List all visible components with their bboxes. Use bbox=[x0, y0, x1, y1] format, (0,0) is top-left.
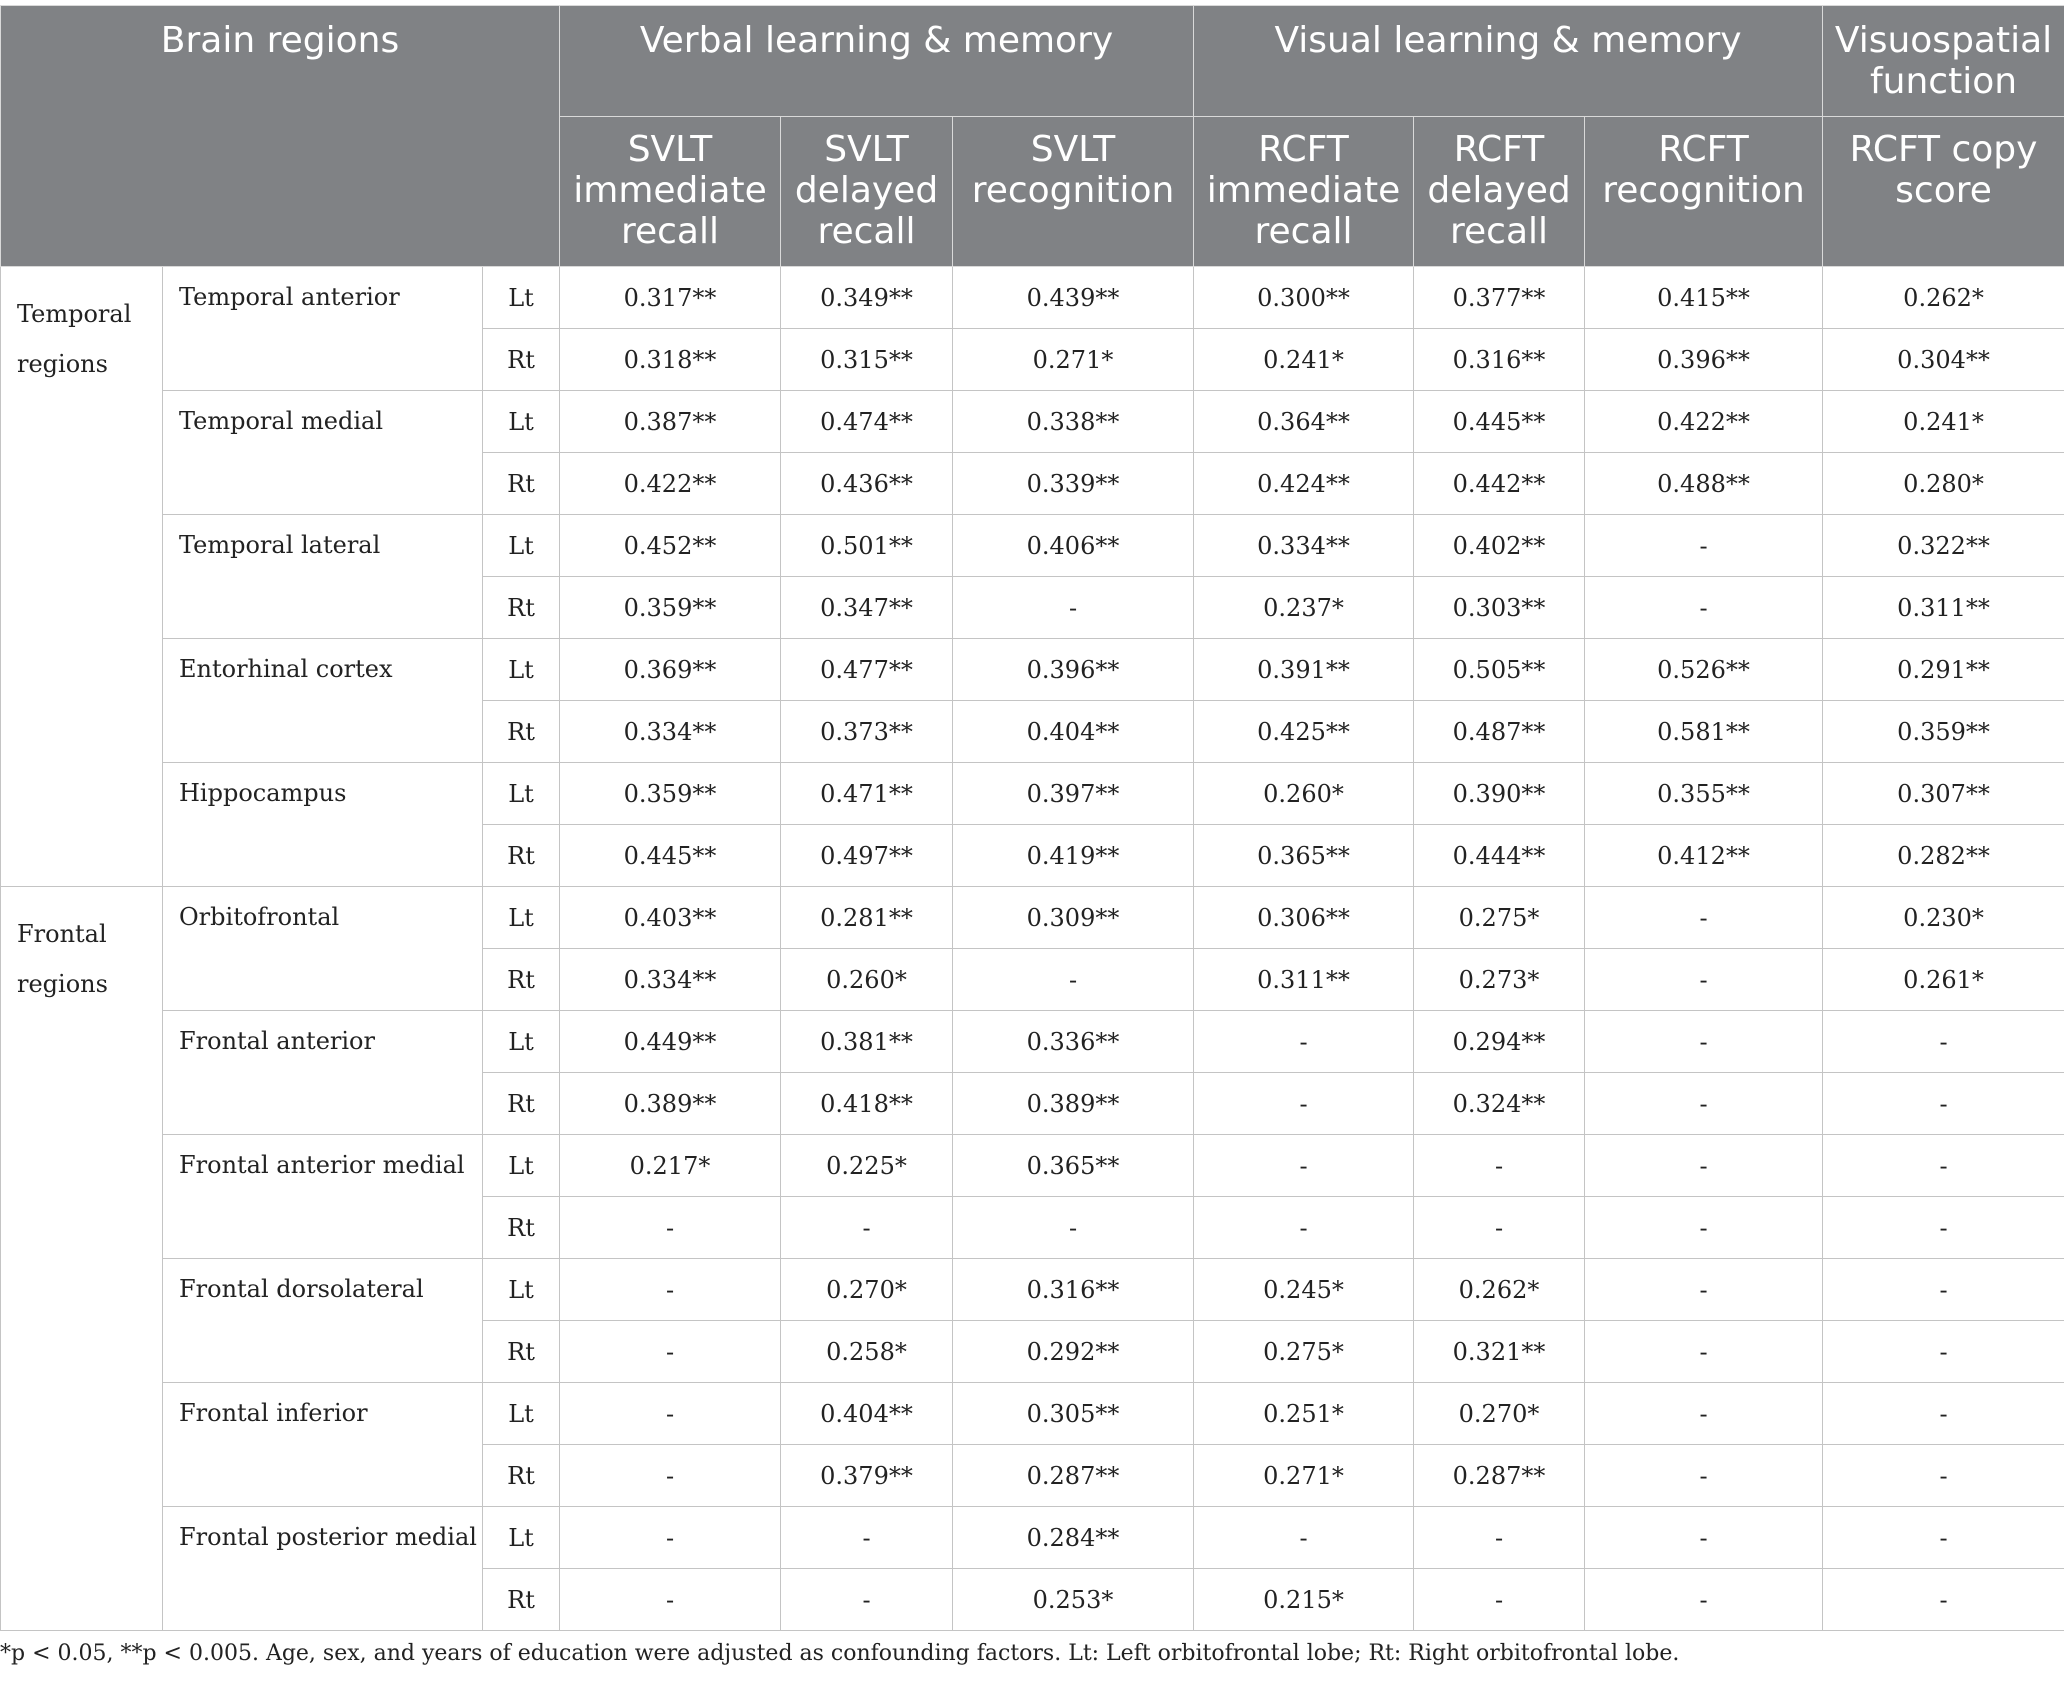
correlation-cell: - bbox=[1823, 1011, 2064, 1073]
side-label: Lt bbox=[483, 391, 560, 453]
correlation-cell: - bbox=[1585, 1135, 1823, 1197]
correlation-cell: 0.404** bbox=[781, 1383, 953, 1445]
correlation-cell: 0.389** bbox=[560, 1073, 781, 1135]
correlation-cell: 0.369** bbox=[560, 639, 781, 701]
correlation-cell: 0.305** bbox=[953, 1383, 1194, 1445]
header-svlt-recognition: SVLT recognition bbox=[953, 117, 1194, 267]
correlation-cell: 0.324** bbox=[1414, 1073, 1585, 1135]
region-label: Orbitofrontal bbox=[163, 887, 483, 1011]
table-row bbox=[1, 1011, 2064, 1073]
correlation-cell: - bbox=[1585, 949, 1823, 1011]
table-row bbox=[1, 391, 2064, 453]
correlation-cell: 0.415** bbox=[1585, 267, 1823, 329]
correlation-cell: 0.251* bbox=[1194, 1383, 1414, 1445]
side-label: Rt bbox=[483, 329, 560, 391]
region-label: Temporal medial bbox=[163, 391, 483, 515]
correlation-cell: - bbox=[1585, 1569, 1823, 1631]
correlation-cell: 0.321** bbox=[1414, 1321, 1585, 1383]
side-label: Lt bbox=[483, 267, 560, 329]
correlation-cell: 0.474** bbox=[781, 391, 953, 453]
correlation-cell: 0.402** bbox=[1414, 515, 1585, 577]
correlation-cell: - bbox=[1194, 1073, 1414, 1135]
correlation-cell: - bbox=[560, 1569, 781, 1631]
side-label: Lt bbox=[483, 1507, 560, 1569]
correlation-cell: 0.334** bbox=[560, 949, 781, 1011]
correlation-cell: - bbox=[1823, 1507, 2064, 1569]
region-label: Frontal posterior medial bbox=[163, 1507, 483, 1631]
side-label: Lt bbox=[483, 1259, 560, 1321]
correlation-cell: 0.526** bbox=[1585, 639, 1823, 701]
correlation-cell: - bbox=[781, 1197, 953, 1259]
region-label: Frontal dorsolateral bbox=[163, 1259, 483, 1383]
side-label: Lt bbox=[483, 1011, 560, 1073]
header-rcft-delayed: RCFT delayed recall bbox=[1414, 117, 1585, 267]
correlation-cell: 0.284** bbox=[953, 1507, 1194, 1569]
correlation-cell: 0.262* bbox=[1823, 267, 2064, 329]
correlation-cell: 0.271* bbox=[1194, 1445, 1414, 1507]
correlation-cell: 0.245* bbox=[1194, 1259, 1414, 1321]
table-row bbox=[1, 515, 2064, 577]
correlation-cell: - bbox=[1585, 887, 1823, 949]
table-footnote: *p < 0.05, **p < 0.005. Age, sex, and years of education were adjusted as confounding factors. Lt: Left orbitofrontal lobe; Rt: Right orbitofrontal lobe. bbox=[0, 1641, 1680, 1666]
correlation-cell: 0.359** bbox=[560, 577, 781, 639]
correlation-cell: - bbox=[1823, 1321, 2064, 1383]
correlation-cell: 0.262* bbox=[1414, 1259, 1585, 1321]
correlation-cell: - bbox=[953, 949, 1194, 1011]
correlation-cell: 0.287** bbox=[953, 1445, 1194, 1507]
correlation-cell: - bbox=[1585, 577, 1823, 639]
correlation-cell: 0.445** bbox=[560, 825, 781, 887]
correlation-cell: 0.403** bbox=[560, 887, 781, 949]
table-row bbox=[1, 267, 2064, 329]
correlation-cell: 0.373** bbox=[781, 701, 953, 763]
correlation-cell: 0.307** bbox=[1823, 763, 2064, 825]
correlation-cell: 0.294** bbox=[1414, 1011, 1585, 1073]
correlation-cell: 0.311** bbox=[1823, 577, 2064, 639]
correlation-cell: 0.336** bbox=[953, 1011, 1194, 1073]
correlation-cell: 0.241* bbox=[1194, 329, 1414, 391]
correlation-cell: - bbox=[781, 1569, 953, 1631]
correlation-cell: 0.241* bbox=[1823, 391, 2064, 453]
correlation-cell: 0.237* bbox=[1194, 577, 1414, 639]
correlation-cell: 0.270* bbox=[1414, 1383, 1585, 1445]
correlation-cell: 0.316** bbox=[953, 1259, 1194, 1321]
correlation-cell: 0.359** bbox=[560, 763, 781, 825]
correlation-cell: 0.387** bbox=[560, 391, 781, 453]
correlation-cell: 0.452** bbox=[560, 515, 781, 577]
correlation-cell: 0.261* bbox=[1823, 949, 2064, 1011]
correlation-cell: 0.215* bbox=[1194, 1569, 1414, 1631]
side-label: Rt bbox=[483, 949, 560, 1011]
correlation-cell: - bbox=[1823, 1073, 2064, 1135]
correlation-cell: 0.365** bbox=[1194, 825, 1414, 887]
correlation-cell: - bbox=[1414, 1569, 1585, 1631]
correlation-cell: - bbox=[1194, 1197, 1414, 1259]
side-label: Lt bbox=[483, 515, 560, 577]
correlation-cell: - bbox=[1414, 1507, 1585, 1569]
header-group-verbal: Verbal learning & memory bbox=[560, 6, 1194, 117]
correlation-cell: - bbox=[560, 1383, 781, 1445]
correlation-cell: 0.377** bbox=[1414, 267, 1585, 329]
region-label: Frontal anterior medial bbox=[163, 1135, 483, 1259]
correlation-cell: 0.280* bbox=[1823, 453, 2064, 515]
correlation-cell: 0.273* bbox=[1414, 949, 1585, 1011]
correlation-cell: - bbox=[560, 1197, 781, 1259]
correlation-cell: 0.253* bbox=[953, 1569, 1194, 1631]
correlation-cell: 0.425** bbox=[1194, 701, 1414, 763]
correlation-cell: 0.389** bbox=[953, 1073, 1194, 1135]
correlation-cell: 0.318** bbox=[560, 329, 781, 391]
side-label: Lt bbox=[483, 1383, 560, 1445]
correlation-cell: 0.396** bbox=[953, 639, 1194, 701]
side-label: Lt bbox=[483, 639, 560, 701]
correlation-cell: 0.391** bbox=[1194, 639, 1414, 701]
correlation-cell: 0.422** bbox=[560, 453, 781, 515]
correlation-cell: 0.275* bbox=[1414, 887, 1585, 949]
table-row bbox=[1, 639, 2064, 701]
header-svlt-immediate: SVLT immediate recall bbox=[560, 117, 781, 267]
header-brain-regions: Brain regions bbox=[1, 6, 560, 267]
correlation-cell: - bbox=[1823, 1445, 2064, 1507]
correlation-cell: 0.404** bbox=[953, 701, 1194, 763]
correlation-cell: 0.436** bbox=[781, 453, 953, 515]
correlation-cell: 0.477** bbox=[781, 639, 953, 701]
correlation-cell: - bbox=[1585, 1445, 1823, 1507]
side-label: Rt bbox=[483, 1073, 560, 1135]
correlation-cell: - bbox=[1823, 1197, 2064, 1259]
correlation-cell: - bbox=[1585, 1507, 1823, 1569]
group-label: Frontal regions bbox=[1, 887, 163, 1631]
correlation-cell: 0.439** bbox=[953, 267, 1194, 329]
correlation-cell: - bbox=[1823, 1383, 2064, 1445]
correlation-cell: - bbox=[1585, 1321, 1823, 1383]
side-label: Rt bbox=[483, 1197, 560, 1259]
region-label: Temporal lateral bbox=[163, 515, 483, 639]
correlation-cell: 0.497** bbox=[781, 825, 953, 887]
correlation-cell: 0.311** bbox=[1194, 949, 1414, 1011]
correlation-cell: 0.225* bbox=[781, 1135, 953, 1197]
region-label: Frontal anterior bbox=[163, 1011, 483, 1135]
correlation-cell: 0.300** bbox=[1194, 267, 1414, 329]
correlation-cell: 0.281** bbox=[781, 887, 953, 949]
side-label: Rt bbox=[483, 577, 560, 639]
table-row bbox=[1, 1135, 2064, 1197]
correlation-cell: - bbox=[560, 1259, 781, 1321]
correlation-cell: 0.379** bbox=[781, 1445, 953, 1507]
correlation-cell: - bbox=[1194, 1507, 1414, 1569]
correlation-cell: - bbox=[560, 1445, 781, 1507]
correlation-cell: - bbox=[953, 577, 1194, 639]
correlation-cell: - bbox=[1585, 515, 1823, 577]
table-row bbox=[1, 763, 2064, 825]
correlation-cell: 0.406** bbox=[953, 515, 1194, 577]
correlation-cell: 0.287** bbox=[1414, 1445, 1585, 1507]
table-body bbox=[1, 267, 2064, 1631]
table-row bbox=[1, 1383, 2064, 1445]
correlation-cell: 0.291** bbox=[1823, 639, 2064, 701]
correlation-cell: - bbox=[1823, 1259, 2064, 1321]
table-row bbox=[1, 1507, 2064, 1569]
correlation-cell: - bbox=[1414, 1135, 1585, 1197]
correlation-cell: 0.338** bbox=[953, 391, 1194, 453]
correlation-cell: 0.581** bbox=[1585, 701, 1823, 763]
correlation-cell: 0.412** bbox=[1585, 825, 1823, 887]
correlation-cell: 0.316** bbox=[1414, 329, 1585, 391]
correlation-cell: 0.396** bbox=[1585, 329, 1823, 391]
correlation-cell: 0.292** bbox=[953, 1321, 1194, 1383]
header-svlt-delayed: SVLT delayed recall bbox=[781, 117, 953, 267]
correlation-cell: - bbox=[1414, 1197, 1585, 1259]
correlation-cell: 0.364** bbox=[1194, 391, 1414, 453]
correlation-cell: 0.359** bbox=[1823, 701, 2064, 763]
side-label: Lt bbox=[483, 763, 560, 825]
correlation-cell: - bbox=[953, 1197, 1194, 1259]
correlation-cell: 0.339** bbox=[953, 453, 1194, 515]
correlation-cell: - bbox=[1585, 1011, 1823, 1073]
correlation-cell: 0.275* bbox=[1194, 1321, 1414, 1383]
correlation-cell: 0.270* bbox=[781, 1259, 953, 1321]
correlation-cell: 0.442** bbox=[1414, 453, 1585, 515]
side-label: Rt bbox=[483, 453, 560, 515]
side-label: Rt bbox=[483, 701, 560, 763]
correlation-cell: 0.355** bbox=[1585, 763, 1823, 825]
correlation-cell: - bbox=[1194, 1135, 1414, 1197]
correlation-cell: 0.381** bbox=[781, 1011, 953, 1073]
side-label: Lt bbox=[483, 887, 560, 949]
correlation-cell: 0.334** bbox=[1194, 515, 1414, 577]
correlation-cell: 0.260* bbox=[781, 949, 953, 1011]
correlation-cell: 0.390** bbox=[1414, 763, 1585, 825]
header-group-visuospatial: Visuospatial function bbox=[1823, 6, 2064, 117]
correlation-cell: 0.306** bbox=[1194, 887, 1414, 949]
correlation-cell: 0.445** bbox=[1414, 391, 1585, 453]
header-group-visual: Visual learning & memory bbox=[1194, 6, 1823, 117]
correlation-cell: - bbox=[1585, 1073, 1823, 1135]
correlation-cell: 0.334** bbox=[560, 701, 781, 763]
correlation-cell: 0.347** bbox=[781, 577, 953, 639]
correlation-cell: 0.418** bbox=[781, 1073, 953, 1135]
group-label: Temporal regions bbox=[1, 267, 163, 887]
table-row bbox=[1, 887, 2064, 949]
correlation-cell: 0.488** bbox=[1585, 453, 1823, 515]
side-label: Rt bbox=[483, 1569, 560, 1631]
region-label: Temporal anterior bbox=[163, 267, 483, 391]
correlation-cell: - bbox=[1585, 1383, 1823, 1445]
correlation-cell: 0.230* bbox=[1823, 887, 2064, 949]
correlation-cell: 0.422** bbox=[1585, 391, 1823, 453]
correlation-cell: 0.217* bbox=[560, 1135, 781, 1197]
side-label: Rt bbox=[483, 1445, 560, 1507]
correlation-cell: - bbox=[560, 1321, 781, 1383]
correlation-cell: 0.501** bbox=[781, 515, 953, 577]
correlation-cell: 0.282** bbox=[1823, 825, 2064, 887]
correlation-cell: - bbox=[560, 1507, 781, 1569]
side-label: Rt bbox=[483, 825, 560, 887]
table-row bbox=[1, 1259, 2064, 1321]
correlation-cell: 0.365** bbox=[953, 1135, 1194, 1197]
side-label: Lt bbox=[483, 1135, 560, 1197]
correlation-cell: 0.260* bbox=[1194, 763, 1414, 825]
correlation-cell: 0.304** bbox=[1823, 329, 2064, 391]
correlation-cell: - bbox=[1194, 1011, 1414, 1073]
correlation-cell: 0.505** bbox=[1414, 639, 1585, 701]
correlation-cell: 0.471** bbox=[781, 763, 953, 825]
correlation-cell: 0.315** bbox=[781, 329, 953, 391]
table-header bbox=[1, 6, 2064, 267]
region-label: Frontal inferior bbox=[163, 1383, 483, 1507]
header-rcft-immediate: RCFT immediate recall bbox=[1194, 117, 1414, 267]
correlation-cell: 0.309** bbox=[953, 887, 1194, 949]
region-label: Hippocampus bbox=[163, 763, 483, 887]
correlation-cell: - bbox=[1823, 1135, 2064, 1197]
correlation-cell: 0.424** bbox=[1194, 453, 1414, 515]
correlation-cell: - bbox=[1585, 1197, 1823, 1259]
correlation-cell: - bbox=[1585, 1259, 1823, 1321]
correlation-cell: 0.317** bbox=[560, 267, 781, 329]
correlation-cell: 0.271* bbox=[953, 329, 1194, 391]
correlation-cell: 0.444** bbox=[1414, 825, 1585, 887]
correlation-cell: - bbox=[781, 1507, 953, 1569]
correlation-cell: 0.349** bbox=[781, 267, 953, 329]
header-rcft-copy: RCFT copy score bbox=[1823, 117, 2064, 267]
correlation-cell: - bbox=[1823, 1569, 2064, 1631]
region-label: Entorhinal cortex bbox=[163, 639, 483, 763]
correlation-cell: 0.322** bbox=[1823, 515, 2064, 577]
correlation-cell: 0.303** bbox=[1414, 577, 1585, 639]
correlation-table bbox=[0, 5, 2064, 1631]
correlation-cell: 0.258* bbox=[781, 1321, 953, 1383]
side-label: Rt bbox=[483, 1321, 560, 1383]
correlation-cell: 0.397** bbox=[953, 763, 1194, 825]
header-row-groups bbox=[1, 6, 2064, 117]
correlation-cell: 0.487** bbox=[1414, 701, 1585, 763]
correlation-cell: 0.449** bbox=[560, 1011, 781, 1073]
correlation-cell: 0.419** bbox=[953, 825, 1194, 887]
header-rcft-recognition: RCFT recognition bbox=[1585, 117, 1823, 267]
